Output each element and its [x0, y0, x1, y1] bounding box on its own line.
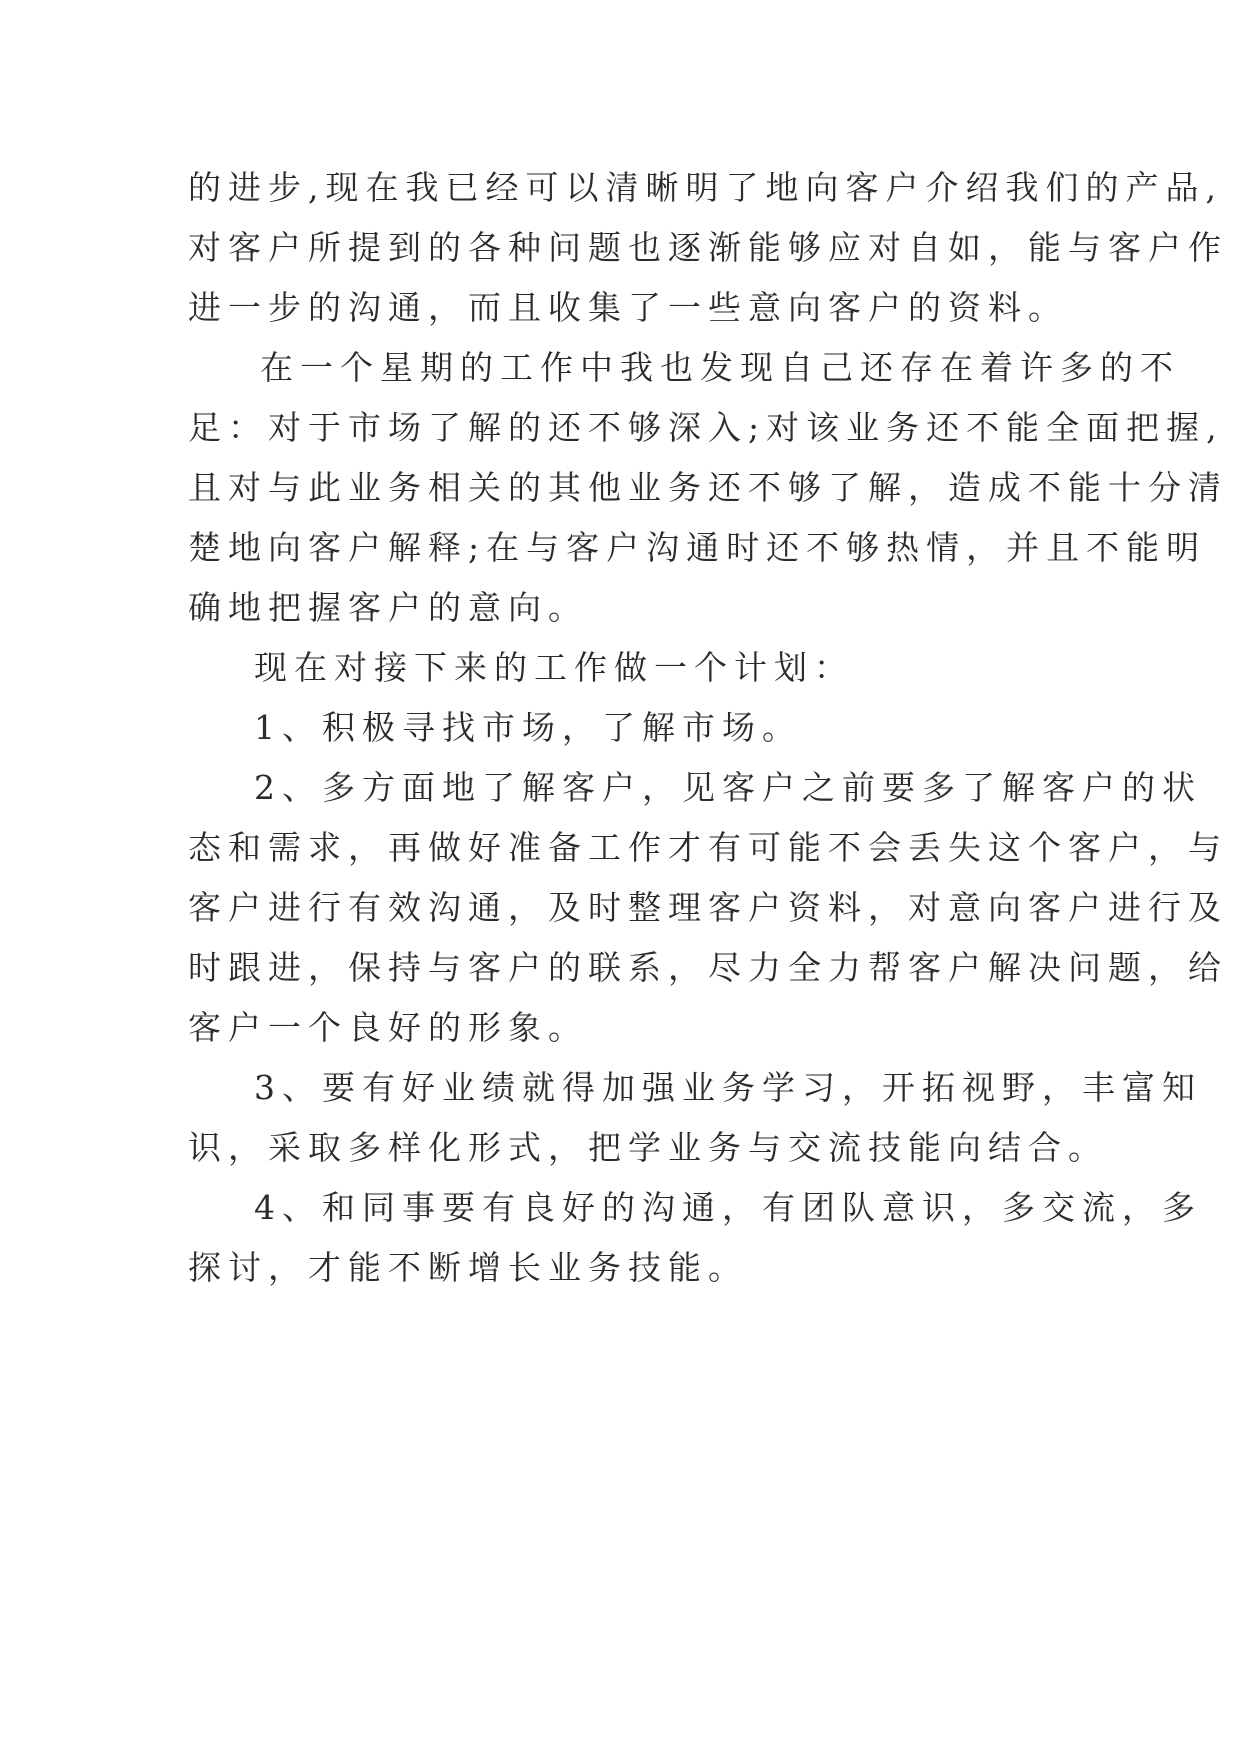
text-line: 确地把握客户的意向。 — [188, 588, 588, 627]
text-line: 对客户所提到的各种问题也逐渐能够应对自如，能与客户作 — [188, 228, 1228, 267]
list-item-2: 2、多方面地了解客户，见客户之前要多了解客户的状 — [254, 768, 1202, 807]
list-item-3: 3、要有好业绩就得加强业务学习，开拓视野，丰富知 — [254, 1068, 1202, 1107]
list-item-1: 1、积极寻找市场，了解市场。 — [254, 708, 802, 747]
text-line: 态和需求，再做好准备工作才有可能不会丢失这个客户，与 — [188, 828, 1228, 867]
text-line: 识，采取多样化形式，把学业务与交流技能向结合。 — [188, 1128, 1108, 1167]
text-line: 时跟进，保持与客户的联系，尽力全力帮客户解决问题，给 — [188, 948, 1228, 987]
text-line: 且对与此业务相关的其他业务还不够了解，造成不能十分清 — [188, 468, 1228, 507]
document-body — [188, 158, 1228, 1298]
text-line: 客户一个良好的形象。 — [188, 1008, 588, 1047]
list-item-4: 4、和同事要有良好的沟通，有团队意识，多交流，多 — [254, 1188, 1202, 1227]
text-line: 客户进行有效沟通，及时整理客户资料，对意向客户进行及 — [188, 888, 1228, 927]
text-line: 楚地向客户解释;在与客户沟通时还不够热情，并且不能明 — [188, 528, 1207, 567]
paragraph-first-line: 现在对接下来的工作做一个计划： — [254, 648, 854, 687]
text-line: 的进步,现在我已经可以清晰明了地向客户介绍我们的产品, — [188, 168, 1223, 207]
text-line: 足：对于市场了解的还不够深入;对该业务还不能全面把握, — [188, 408, 1224, 447]
text-line: 进一步的沟通，而且收集了一些意向客户的资料。 — [188, 288, 1068, 327]
text-line: 探讨，才能不断增长业务技能。 — [188, 1248, 748, 1287]
paragraph-first-line: 在一个星期的工作中我也发现自己还存在着许多的不 — [260, 348, 1180, 387]
